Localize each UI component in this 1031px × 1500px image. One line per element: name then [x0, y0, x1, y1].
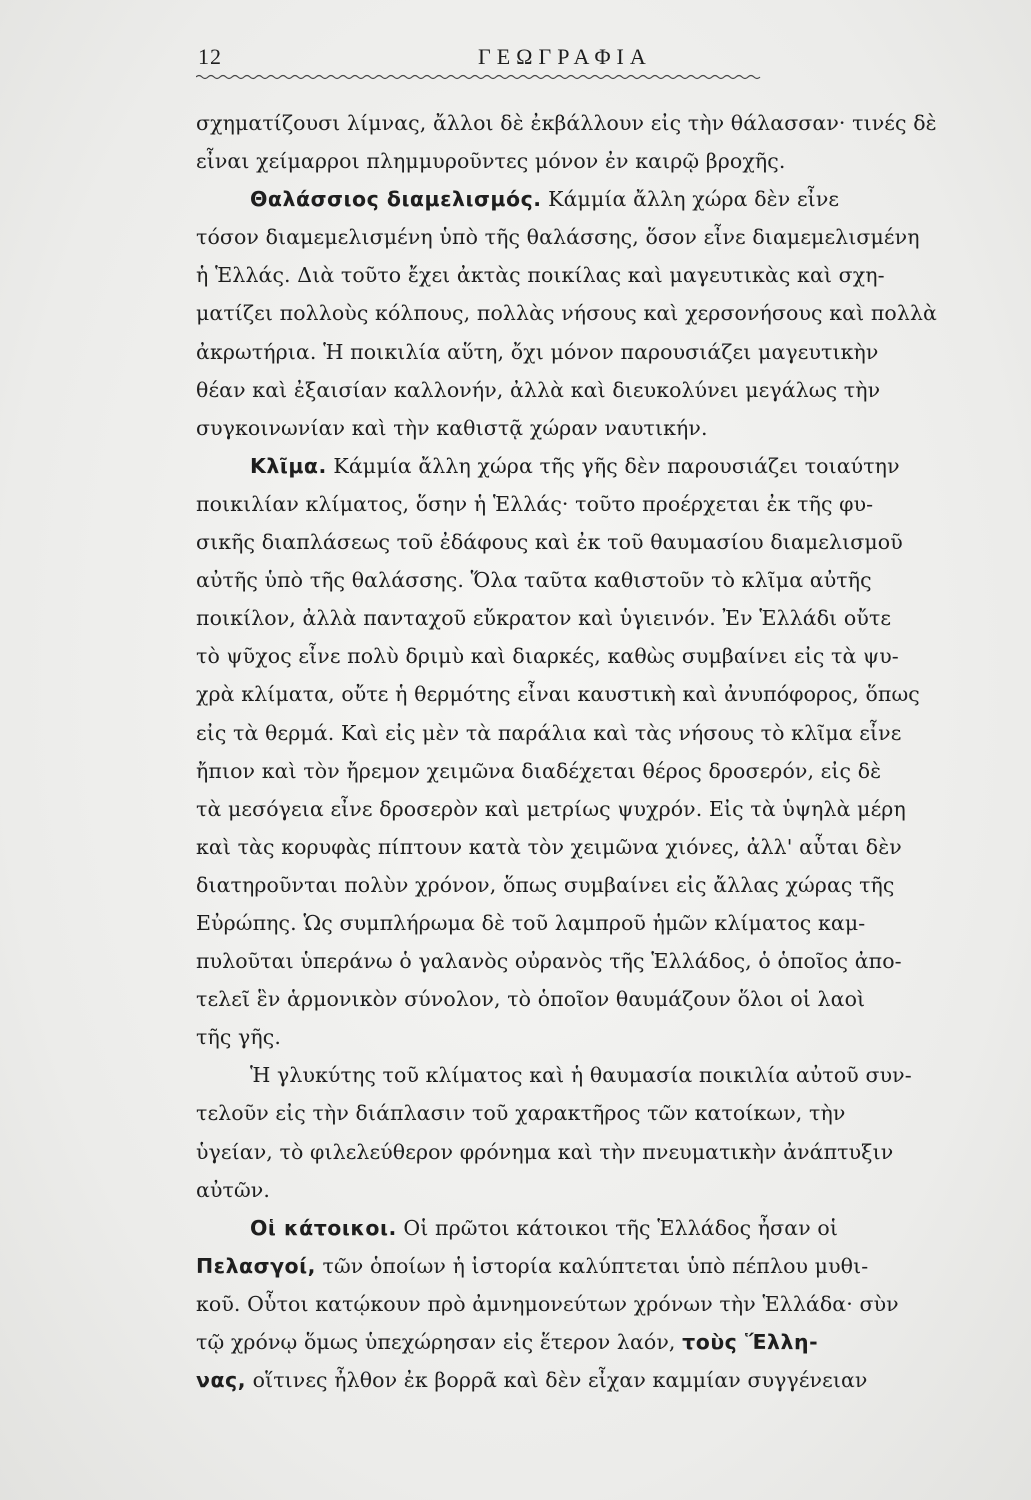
line-text: διατηροῦνται πολὺν χρόνον, ὅπως συμβαίνει εἰς ἄλλας χώρας τῆς: [196, 872, 895, 897]
text-line: [196, 218, 1014, 256]
text-line: [196, 980, 1014, 1018]
bold-heading-text: τοὺς Ἕλλη-: [682, 1330, 819, 1354]
text-line: [196, 409, 1014, 447]
text-line: [196, 752, 1014, 790]
text-line: [196, 485, 1014, 523]
line-text: τῷ χρόνῳ ὅμως ὑπεχώρησαν εἰς ἕτερον λαόν,: [196, 1330, 683, 1354]
line-text: ἡ Ἑλλάς. Διὰ τοῦτο ἔχει ἀκτὰς ποικίλας καὶ μαγευτικὰς καὶ σχη-: [196, 263, 885, 288]
line-text: εἶναι χείμαρροι πλημμυροῦντες μόνον ἐν καιρῷ βροχῆς.: [196, 149, 786, 174]
line-text: καὶ τὰς κορυφὰς πίπτουν κατὰ τὸν χειμῶνα χιόνες, ἀλλ' αὗται δὲν: [196, 834, 902, 859]
bold-heading-text: Πελασγοί,: [196, 1253, 316, 1278]
line-text: χρὰ κλίματα, οὔτε ἡ θερμότης εἶναι καυστικὴ καὶ ἀνυπόφορος, ὅπως: [196, 682, 920, 707]
text-line: [196, 1056, 1014, 1094]
line-text: τόσον διαμεμελισμένη ὑπὸ τῆς θαλάσσης, ὅσον εἶνε διαμεμελισμένη: [196, 225, 920, 250]
line-text: σχηματίζουσι λίμνας, ἄλλοι δὲ ἐκβάλλουν εἰς τὴν θάλασσαν· τινές δὲ: [196, 111, 937, 135]
line-text: κοῦ. Οὗτοι κατῴκουν πρὸ ἀμνημονεύτων χρόνων τὴν Ἑλλάδα· σὺν: [196, 1291, 899, 1316]
line-text: Κάμμία ἄλλη χώρα τῆς γῆς δὲν παρουσιάζει τοιαύτην: [326, 453, 900, 478]
text-line: [196, 599, 1014, 637]
line-text: ἤπιον καὶ τὸν ἤρεμον χειμῶνα διαδέχεται θέρος δροσερόν, εἰς δὲ: [196, 758, 882, 783]
text-line: [196, 371, 1014, 409]
text-line: [196, 1361, 1014, 1399]
text-line: [196, 523, 1014, 561]
line-text: Κάμμία ἄλλη χώρα δὲν εἶνε: [541, 187, 840, 212]
line-text: ποικίλον, ἀλλὰ πανταχοῦ εὔκρατον καὶ ὑγιεινόν. Ἐν Ἑλλάδι οὔτε: [196, 606, 892, 631]
line-text: Εὐρώπης. Ὡς συμπλήρωμα δὲ τοῦ λαμπροῦ ἡμῶν κλίματος καμ-: [196, 910, 866, 935]
line-text: θέαν καὶ ἐξαισίαν καλλονήν, ἀλλὰ καὶ διευκολύνει μεγάλως τὴν: [196, 377, 881, 402]
bold-heading-text: Κλῖμα.: [250, 453, 327, 478]
text-line: [196, 1018, 1014, 1056]
line-text: εἰς τὰ θερμά. Καὶ εἰς μὲν τὰ παράλια καὶ τὰς νήσους τὸ κλῖμα εἶνε: [196, 720, 902, 745]
text-line: [196, 180, 1014, 218]
line-text: τελεῖ ἓν ἁρμονικὸν σύνολον, τὸ ὁποῖον θαυμάζουν ὅλοι οἱ λαοὶ: [196, 987, 866, 1012]
line-text: ποικιλίαν κλίματος, ὅσην ἡ Ἑλλάς· τοῦτο προέρχεται ἐκ τῆς φυ-: [196, 491, 874, 516]
text-line: [196, 1323, 1014, 1361]
line-text: τῆς γῆς.: [196, 1025, 281, 1050]
text-line: [196, 561, 1014, 599]
running-title: ΓΕΩΓΡΑΦΙΑ: [478, 44, 652, 69]
page-number: 12: [198, 44, 222, 69]
text-line: [196, 1285, 1014, 1323]
bold-heading-text: Θαλάσσιος διαμελισμός.: [250, 187, 542, 212]
text-line: [196, 675, 1014, 713]
text-line: [196, 942, 1014, 980]
text-line: [196, 1133, 1014, 1171]
text-line: [196, 256, 1014, 294]
line-text: πυλοῦται ὑπεράνω ὁ γαλανὸς οὐρανὸς τῆς Ἑλλάδος, ὁ ὁποῖος ἀπο-: [196, 949, 902, 974]
line-text: σικῆς διαπλάσεως τοῦ ἐδάφους καὶ ἐκ τοῦ θαυμασίου διαμελισμοῦ: [196, 530, 903, 555]
text-line: [196, 828, 1014, 866]
line-text: τῶν ὁποίων ἡ ἱστορία καλύπτεται ὑπὸ πέπλου μυθι-: [315, 1253, 869, 1278]
line-text: οἵτινες ἦλθον ἐκ βορρᾶ καὶ δὲν εἶχαν καμμίαν συγγένειαν: [246, 1368, 868, 1393]
text-line: [196, 1209, 1014, 1247]
line-text: τὸ ψῦχος εἶνε πολὺ δριμὺ καὶ διαρκές, καθὼς συμβαίνει εἰς τὰ ψυ-: [196, 644, 899, 669]
text-line: [196, 866, 1014, 904]
line-text: συγκοινωνίαν καὶ τὴν καθιστᾷ χώραν ναυτικήν.: [196, 415, 708, 440]
text-line: [196, 1094, 1014, 1132]
text-line: [196, 714, 1014, 752]
header-wavy-rule: [196, 74, 761, 80]
line-text: ἀκρωτήρια. Ἡ ποικιλία αὕτη, ὄχι μόνον παρουσιάζει μαγευτικὴν: [196, 339, 879, 364]
line-text: τὰ μεσόγεια εἶνε δροσερὸν καὶ μετρίως ψυχρόν. Εἰς τὰ ὑψηλὰ μέρη: [196, 796, 906, 821]
line-text: αὐτῶν.: [196, 1177, 270, 1202]
line-text: Οἱ πρῶτοι κάτοικοι τῆς Ἑλλάδος ἦσαν οἱ: [396, 1215, 838, 1240]
text-line: [196, 294, 1014, 332]
body-text: [196, 104, 1014, 1399]
text-line: [196, 790, 1014, 828]
line-text: ὑγείαν, τὸ φιλελεύθερον φρόνημα καὶ τὴν πνευματικὴν ἀνάπτυξιν: [196, 1139, 894, 1164]
text-line: [196, 447, 1014, 485]
text-line: [196, 142, 1014, 180]
text-line: [196, 104, 1014, 142]
line-text: αὐτῆς ὑπὸ τῆς θαλάσσης. Ὅλα ταῦτα καθιστοῦν τὸ κλῖμα αὐτῆς: [196, 568, 872, 593]
line-text: τελοῦν εἰς τὴν διάπλασιν τοῦ χαρακτῆρος τῶν κατοίκων, τὴν: [196, 1101, 846, 1126]
text-line: [196, 333, 1014, 371]
text-line: [196, 1171, 1014, 1209]
line-text: Ἡ γλυκύτης τοῦ κλίματος καὶ ἡ θαυμασία ποικιλία αὐτοῦ συν-: [250, 1063, 912, 1088]
bold-heading-text: νας,: [196, 1368, 246, 1393]
bold-heading-text: Οἱ κάτοικοι.: [250, 1215, 397, 1240]
text-line: [196, 637, 1014, 675]
line-text: ματίζει πολλοὺς κόλπους, πολλὰς νήσους καὶ χερσονήσους καὶ πολλὰ: [196, 301, 937, 326]
page-header: [196, 44, 1016, 84]
text-line: [196, 1247, 1014, 1285]
text-line: [196, 904, 1014, 942]
